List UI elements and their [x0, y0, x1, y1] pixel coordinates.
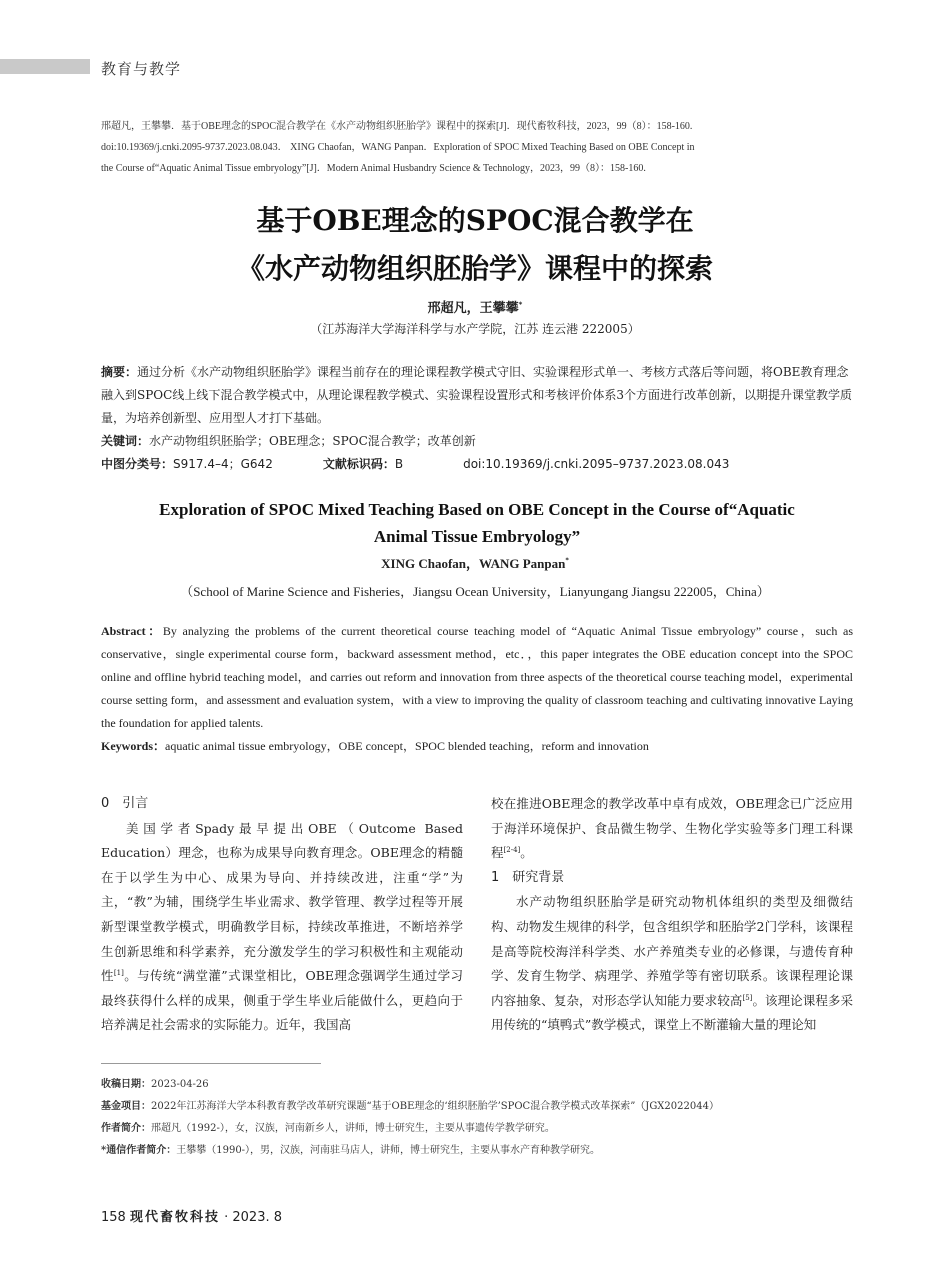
- doc-code: B: [394, 457, 404, 471]
- reference-mark: [2-4]: [503, 846, 521, 855]
- body-column-left: [101, 792, 463, 1038]
- keywords-en: aquatic animal tissue embryology，OBE concept，SPOC blended teaching，reform and innovation: [165, 739, 649, 753]
- abstract-zh-text: 通过分析《水产动物组织胚胎学》课程当前存在的理论课程教学模式守旧、实验课程形式单一、考核方式落后等问题，将OBE教育理念融入到SPOC线上线下混合教学模式中，从理论课程教学模式、实验课程设置形式和考核评价体系3个方面进行改革创新，以期提升课堂教学质量，为培养创新型、应用型人才打下基础。: [101, 365, 852, 425]
- title-en-line1: Exploration of SPOC Mixed Teaching Based on OBE Concept in the Course of“Aquatic: [159, 500, 795, 519]
- corr-bio: 王攀攀（1990-），男，汉族，河南驻马店人，讲师，博士研究生，主要从事水产育种教学研究。: [176, 1145, 601, 1156]
- corresponding-mark-en: *: [565, 556, 569, 565]
- keywords-en-label: Keywords：: [101, 739, 165, 753]
- doc-code-label: 文献标识码：: [322, 457, 395, 471]
- citation-line: the Course of“Aquatic Animal Tissue embryology”[J]．Modern Animal Husbandry Science & Technology，2023，99（8）：158-160.: [101, 163, 646, 174]
- page-footer: [101, 1206, 282, 1225]
- page-number: 158: [101, 1210, 126, 1225]
- abstract-zh-label: 摘要：: [101, 365, 138, 379]
- clc-label: 中图分类号：: [101, 457, 174, 471]
- abstract-en: [101, 620, 853, 758]
- section-heading: 1 研究背景: [491, 869, 565, 885]
- keywords-zh: 水产动物组织胚胎学；OBE理念；SPOC混合教学；改革创新: [149, 434, 476, 448]
- received-date: 2023-04-26: [151, 1079, 209, 1090]
- body-column-right: [491, 792, 853, 1038]
- citation-line: 邢超凡，王攀攀．基于OBE理念的SPOC混合教学在《水产动物组织胚胎学》课程中的探索[J]．现代畜牧科技，2023，99（8）：158-160.: [101, 121, 693, 132]
- clc-number: S917.4–4；G642: [173, 457, 273, 471]
- corresponding-mark: *: [518, 300, 523, 309]
- header-bar: [0, 59, 90, 74]
- title-en-line2: Animal Tissue Embryology”: [373, 527, 581, 546]
- authors-en: [0, 553, 950, 572]
- fund-label: 基金项目：: [101, 1101, 151, 1112]
- keywords-zh-label: 关键词：: [101, 434, 150, 448]
- abstract-en-text: By analyzing the problems of the current theoretical course teaching model of “Aquatic Animal Tissue embryology” course，such as conservative，single experimental course form，backward assessment method，etc．，this paper integrates the OBE education concept into the SPOC online and offline hybrid teaching model，and carries out reform and innovation from three aspects of the theoretical course teaching model，experimental course setting form，and assessment and evaluation system，with a view to improving the quality of classroom teaching and cultivating innovative Laying the foundation for applied talents.: [101, 624, 853, 730]
- authors-zh-names: 邢超凡，王攀攀: [427, 301, 519, 316]
- received-label: 收稿日期：: [101, 1079, 151, 1090]
- authors-en-names: XING Chaofan，WANG Panpan: [381, 556, 566, 571]
- footnote-divider: [101, 1063, 321, 1064]
- section-title: 教育与教学: [101, 60, 182, 78]
- author-bio: 邢超凡（1992-），女，汉族，河南新乡人，讲师，博士研究生，主要从事遗传学教学研究。: [151, 1123, 555, 1134]
- paragraph: 校在推进OBE理念的教学改革中卓有成效，OBE理念已广泛应用于海洋环境保护、食品微生物学、生物化学实验等多门理工科课程[2-4]。: [491, 796, 853, 861]
- doi: doi:10.19369/j.cnki.2095–9737.2023.08.043: [463, 457, 730, 471]
- issue: · 2023. 8: [224, 1210, 283, 1225]
- corr-label: *通信作者简介：: [101, 1145, 177, 1156]
- author-label: 作者简介：: [101, 1123, 151, 1134]
- title-zh-line2: 《水产动物组织胚胎学》课程中的探索: [236, 252, 713, 285]
- section-heading: 0 引言: [101, 796, 149, 811]
- affiliation-zh: （江苏海洋大学海洋科学与水产学院，江苏 连云港 222005）: [310, 322, 640, 336]
- abstract-en-label: Abstract：: [101, 624, 163, 638]
- citation-block: [101, 116, 853, 179]
- fund-text: 2022年江苏海洋大学本科教育教学改革研究课题“基于OBE理念的‘组织胚胎学’SPOC混合教学模式改革探索”（JGX2022044）: [151, 1101, 719, 1112]
- footnotes: [101, 1074, 853, 1162]
- authors-zh: [0, 297, 950, 316]
- paragraph: 美国学者Spady最早提出OBE（Outcome Based Education）理念，也称为成果导向教育理念。OBE理念的精髓在于以学生为中心、成果为导向、并持续改进，注重“学”为主，“教”为辅，围绕学生毕业需求、教学管理、教学过程等开展新型课堂教学模式，明确教学目标，持续改革推进，不断培养学生创新思维和科学素养，充分激发学生的学习积极性和主观能动性[1]。与传统“满堂灌”式课堂相比，OBE理念强调学生通过学习最终获得什么样的成果，侧重于学生毕业后能做什么，更趋向于培养满足社会需求的实际能力。近年，我国高: [101, 820, 463, 1033]
- title-zh-line1: 基于OBE理念的SPOC混合教学在: [256, 204, 694, 237]
- reference-mark: [5]: [742, 993, 753, 1002]
- paragraph: 水产动物组织胚胎学是研究动物机体组织的类型及细微结构、动物发生规律的科学，包含组织学和胚胎学2门学科，该课程是高等院校海洋科学类、水产养殖类专业的必修课，与遗传育种学、发育生物学、病理学、养殖学等有密切联系。该课程理论课内容抽象、复杂，对形态学认知能力要求较高[5]。该理论课程多采用传统的“填鸭式”教学模式，课堂上不断灌输大量的理论知: [491, 894, 853, 1033]
- affiliation-en: （School of Marine Science and Fisheries，Jiangsu Ocean University，Lianyungang Jiangsu 222005，China）: [180, 584, 770, 599]
- title-en: [101, 496, 853, 550]
- citation-line: doi:10.19369/j.cnki.2095-9737.2023.08.043． XING Chaofan，WANG Panpan．Exploration of SPOC Mixed Teaching Based on OBE Concept in: [101, 142, 695, 153]
- journal-name: 现代畜牧科技: [129, 1210, 220, 1225]
- reference-mark: [1]: [113, 969, 124, 977]
- abstract-zh: [101, 361, 853, 476]
